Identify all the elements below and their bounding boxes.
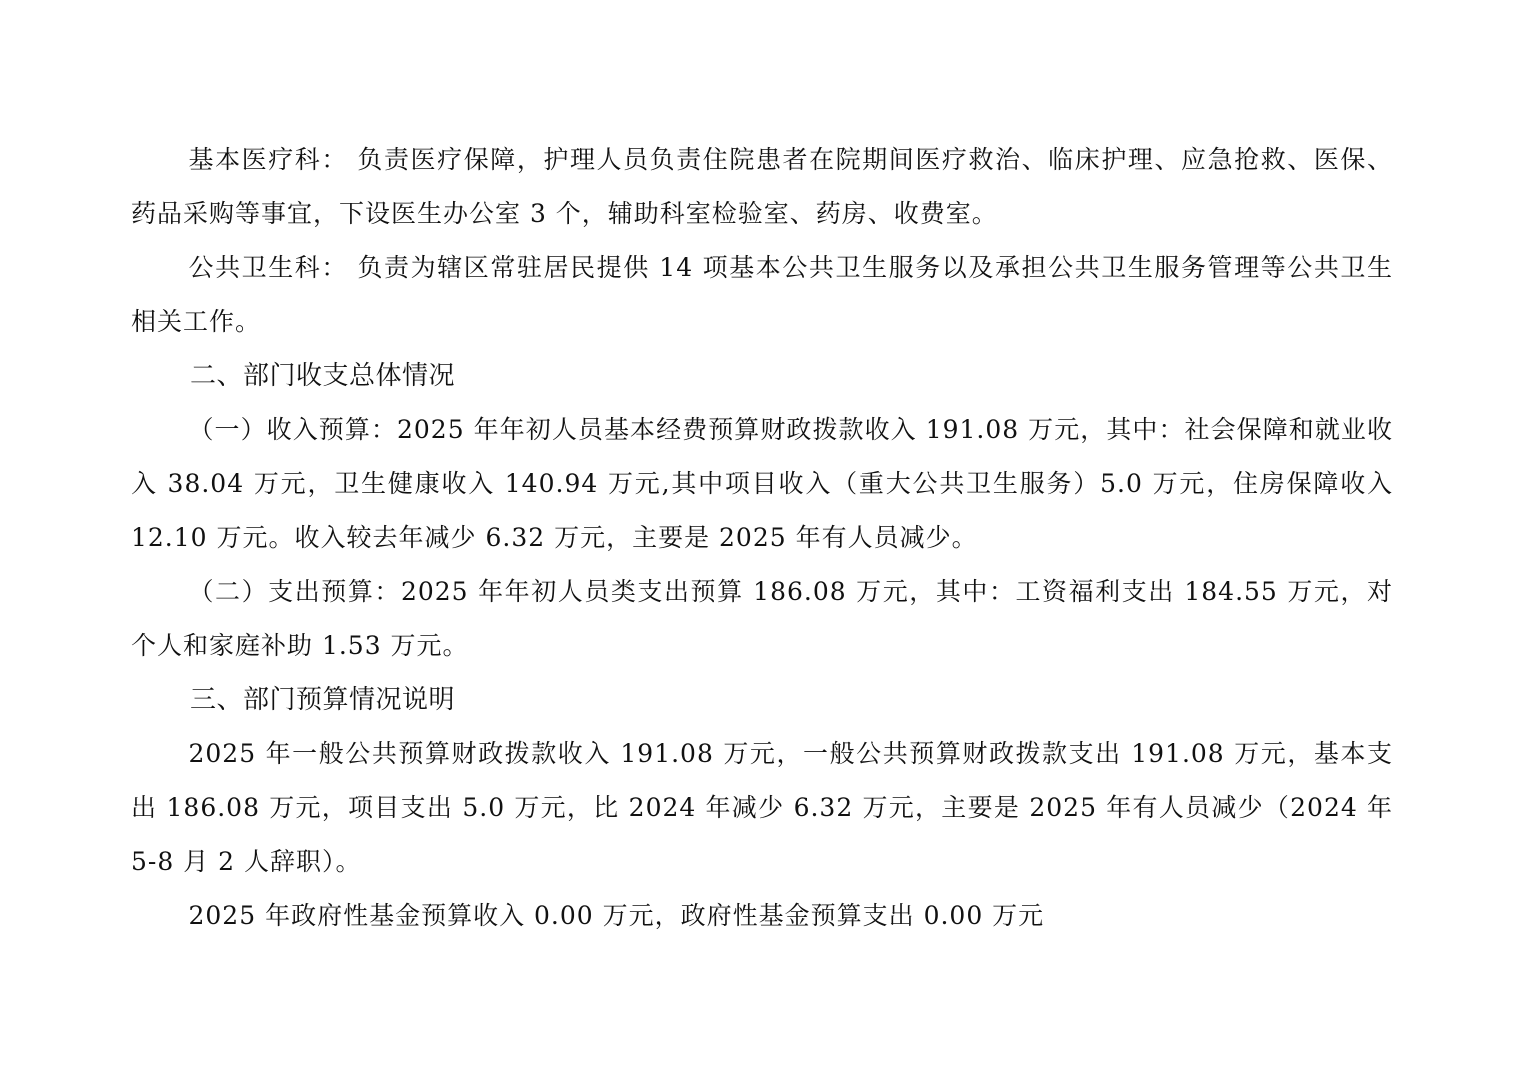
section-heading-budget-explanation: 三、部门预算情况说明 xyxy=(190,685,456,715)
paragraph-revenue-budget: （一）收入预算：2025 年年初人员基本经费预算财政拨款收入 191.08 万元，其中：社会保障和就业收入 38.04 万元，卫生健康收入 140.94 万元,其中项目收入（重大公共卫生服务）5.0 万元，住房保障收入 12.10 万元。收入较去年减少 6.32 万元，主要是 2025 年有人员减少。 xyxy=(131,415,1393,552)
paragraph-government-fund-budget: 2025 年政府性基金预算收入 0.00 万元，政府性基金预算支出 0.00 万元 xyxy=(188,901,1045,930)
document-page xyxy=(131,133,1393,943)
paragraph-expenditure-budget: （二）支出预算：2025 年年初人员类支出预算 186.08 万元，其中：工资福利支出 184.55 万元，对个人和家庭补助 1.53 万元。 xyxy=(131,577,1393,660)
paragraph-public-health-dept: 公共卫生科： 负责为辖区常驻居民提供 14 项基本公共卫生服务以及承担公共卫生服务管理等公共卫生相关工作。 xyxy=(131,253,1393,336)
paragraph-basic-medical-dept: 基本医疗科： 负责医疗保障，护理人员负责住院患者在院期间医疗救治、临床护理、应急抢救、医保、药品采购等事宜，下设医生办公室 3 个，辅助科室检验室、药房、收费室。 xyxy=(131,145,1393,228)
paragraph-general-public-budget: 2025 年一般公共预算财政拨款收入 191.08 万元，一般公共预算财政拨款支出 191.08 万元，基本支出 186.08 万元，项目支出 5.0 万元，比 2024 年减少 6.32 万元，主要是 2025 年有人员减少（2024 年 5-8 月 2 人辞职）。 xyxy=(131,739,1393,876)
section-heading-revenue-expenditure: 二、部门收支总体情况 xyxy=(190,361,456,391)
